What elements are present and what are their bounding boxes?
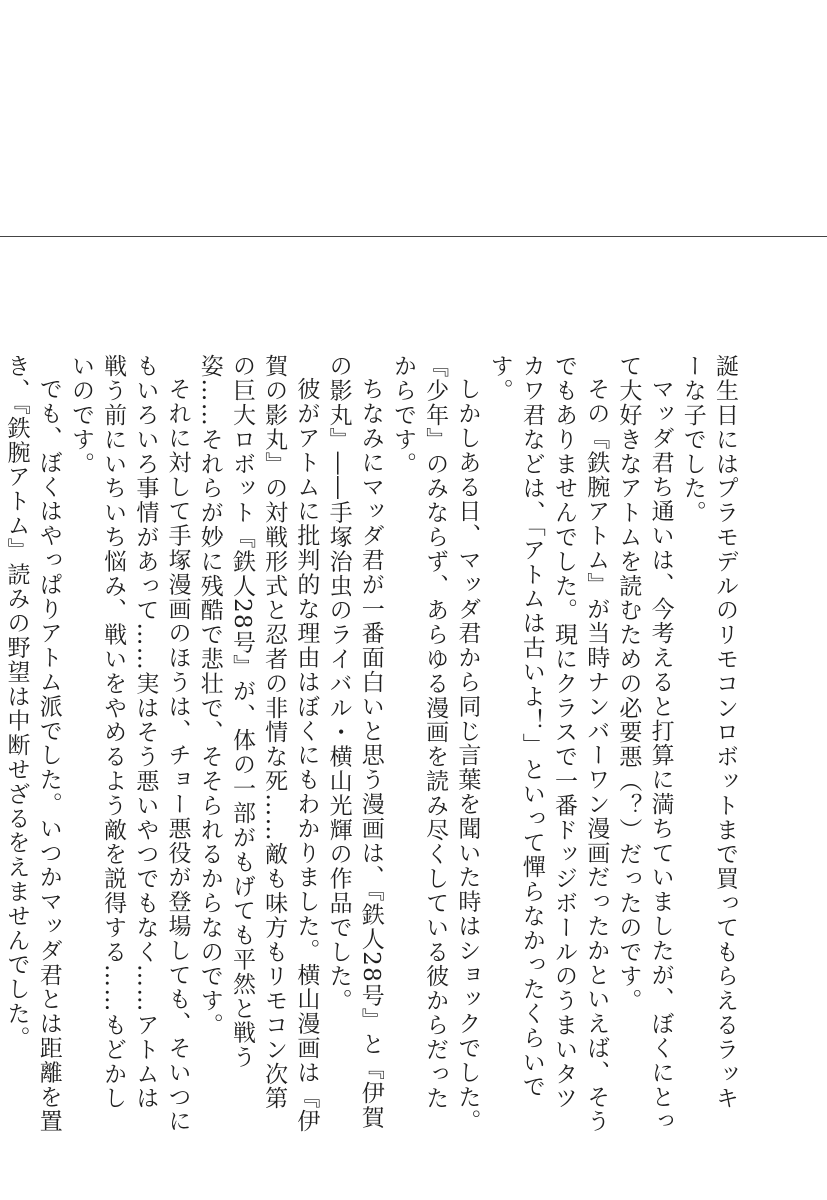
paragraph: しかしある日、マッダ君から同じ言葉を聞いた時はショックでした。『少年』のみならず、あらゆる漫画を読み尽くしている彼からだったからです。: [389, 354, 481, 1134]
paragraph: その『鉄腕アトム』が当時ナンバーワン漫画だったかといえば、そうでもありませんでした。現にクラスで一番ドッジボールのうまいタツカワ君などは、「アトムは古いよ！」といって憚らなかったくらいです。: [486, 354, 610, 1134]
paragraph: マッダ君ち通いは、今考えると打算に満ちていましたが、ぼくにとって大好きなアトムを読むための必要悪（？）だったのです。: [615, 354, 674, 1134]
paragraph: でも、ぼくはやっぱりアトム派でした。いつかマッダ君とは距離を置き、『鉄腕アトム』読みの野望は中断せざるをえませんでした。: [3, 354, 62, 1134]
paragraph: ちなみにマッダ君が一番面白いと思う漫画は、『鉄人28号』と『伊賀の影丸』――手塚治虫のライバル・横山光輝の作品でした。: [325, 354, 384, 1130]
vertical-text-body: [0, 354, 741, 1134]
paragraph: 彼がアトムに批判的な理由はぼくにもわかりました。横山漫画は『伊賀の影丸』の対戦形式と忍者の非情な死……敵も味方もリモコン次第の巨大ロボット『鉄人28号』が、体の一部がもげても平然と戦う姿……それらが妙に残酷で悲壮で、そそられるからなのです。: [196, 354, 320, 1134]
horizontal-divider: [0, 236, 827, 237]
paragraph: 誕生日にはプラモデルのリモコンロボットまで買ってもらえるラッキーな子でした。: [679, 354, 738, 1111]
paragraph: それに対して手塚漫画のほうは、チョー悪役が登場しても、そいつにもいろいろ事情があって……実はそう悪いやつでもなく……アトムは戦う前にいちいち悩み、戦いをやめるよう敵を説得する……もどかしいのです。: [67, 354, 191, 1134]
